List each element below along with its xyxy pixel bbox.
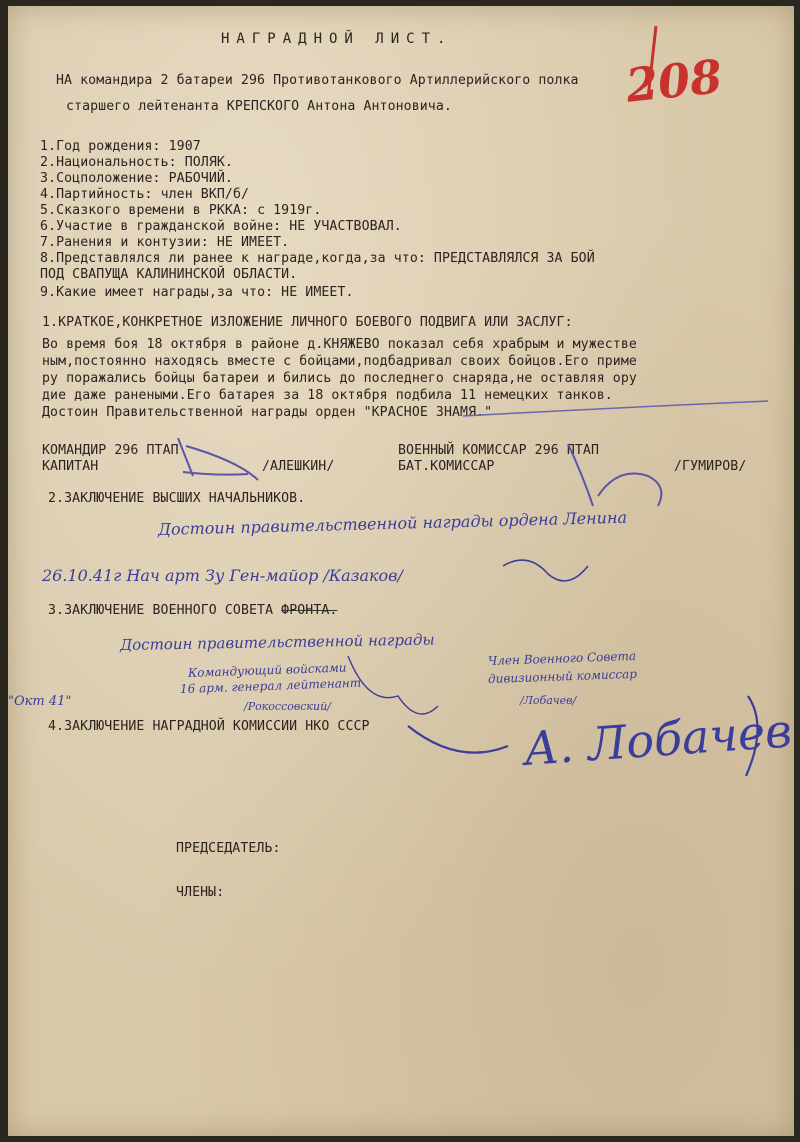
- field-previous-nomination: 8.Представлялся ли ранее к награде,когда,за что: ПРЕДСТАВЛЯЛСЯ ЗА БОЙ: [40, 251, 595, 266]
- commander-rank: КАПИТАН: [42, 459, 99, 474]
- header-line-2: старшего лейтенанта КРЕПСКОГО Антона Антоновича.: [66, 99, 452, 114]
- field-nationality: 2.Национальность: ПОЛЯК.: [40, 155, 233, 170]
- commander-title: КОМАНДИР 296 ПТАП: [42, 443, 179, 458]
- field-civil-war: 6.Участие в гражданской войне: НЕ УЧАСТВОВАЛ.: [40, 219, 402, 234]
- section1-line: Достоин Правительственной награды орден "КРАСНОЕ ЗНАМЯ.": [42, 405, 493, 420]
- section3-member-line: дивизионный комиссар: [487, 666, 638, 686]
- section3-commander-line: /Рокоссовский/: [244, 700, 331, 713]
- field-service-since: 5.Сказкого времени в РККА: с 1919г.: [40, 203, 322, 218]
- section3-member-line: Член Военного Совета: [487, 648, 637, 668]
- kazakov-signature: [503, 560, 588, 581]
- section4-signature: А. Лобачев: [522, 703, 794, 776]
- commissar-name: /ГУМИРОВ/: [674, 459, 747, 474]
- rokossovsky-signature: [348, 656, 438, 714]
- section1-line: ным,постоянно находясь вместе с бойцами,подбадривал своих бойцов.Его приме: [42, 354, 637, 369]
- red-pencil-stroke: [648, 26, 656, 98]
- section3-heading-text: 3.ЗАКЛЮЧЕНИЕ ВОЕННОГО СОВЕТА: [48, 603, 282, 618]
- document-title: НАГРАДНОЙ ЛИСТ.: [221, 31, 453, 47]
- archive-number: 208: [623, 49, 725, 113]
- field-wounds: 7.Ранения и контузии: НЕ ИМЕЕТ.: [40, 235, 290, 250]
- commissar-title: ВОЕННЫЙ КОМИССАР 296 ПТАП: [398, 443, 599, 458]
- section2-signoff: 26.10.41г Нач арт Зу Ген-майор /Казаков/: [42, 566, 403, 585]
- section3-handwritten-conclusion: Достоин правительственной награды: [119, 630, 435, 654]
- section3-heading-struck: ФРОНТА.: [281, 603, 338, 618]
- award-sheet: [8, 6, 794, 1136]
- section3-date-mark: "Окт 41": [8, 694, 72, 709]
- section1-line: Во время боя 18 октября в районе д.КНЯЖЕВО показал себя храбрым и мужестве: [42, 337, 637, 352]
- section1-line: ру поражались бойцы батареи и бились до последнего снаряда,не оставляя ору: [42, 371, 637, 386]
- commissar-rank: БАТ.КОМИССАР: [398, 459, 495, 474]
- section1-line: дие даже ранеными.Его батарея за 18 октября подбила 11 немецких танков.: [42, 388, 613, 403]
- chairman-label: ПРЕДСЕДАТЕЛЬ:: [176, 841, 281, 856]
- field-awards: 9.Какие имеет награды,за что: НЕ ИМЕЕТ.: [40, 285, 354, 300]
- gumirov-signature: [568, 444, 661, 506]
- field-party: 4.Партийность: член ВКП/б/: [40, 187, 250, 202]
- section2-handwritten-conclusion: Достоин правительственной награды ордена Ленина: [157, 507, 628, 539]
- commander-name: /АЛЕШКИН/: [262, 459, 335, 474]
- section3-commander-line: 16 арм. генерал лейтенант: [179, 675, 362, 696]
- field-previous-nomination-cont: ПОД СВАПУЩА КАЛИНИНСКОЙ ОБЛАСТИ.: [40, 267, 298, 282]
- section1-heading: 1.КРАТКОЕ,КОНКРЕТНОЕ ИЗЛОЖЕНИЕ ЛИЧНОГО БОЕВОГО ПОДВИГА ИЛИ ЗАСЛУГ:: [42, 315, 573, 330]
- section3-commander-line: Командующий войсками: [187, 660, 347, 680]
- header-line-1: НА командира 2 батареи 296 Противотанкового Артиллерийского полка: [56, 73, 579, 88]
- lobachev-signature-stroke: [408, 696, 758, 776]
- field-birth-year: 1.Год рождения: 1907: [40, 139, 201, 154]
- section3-member-line: /Лобачев/: [520, 694, 577, 707]
- section2-heading: 2.ЗАКЛЮЧЕНИЕ ВЫСШИХ НАЧАЛЬНИКОВ.: [48, 491, 306, 506]
- ink-strokes: [8, 6, 794, 1136]
- field-social-status: 3.Соцположение: РАБОЧИЙ.: [40, 171, 233, 186]
- pencil-underline: [463, 401, 768, 416]
- members-label: ЧЛЕНЫ:: [176, 885, 225, 900]
- aleshkin-signature: [178, 438, 258, 480]
- section4-heading: 4.ЗАКЛЮЧЕНИЕ НАГРАДНОЙ КОМИССИИ НКО СССР: [48, 719, 370, 734]
